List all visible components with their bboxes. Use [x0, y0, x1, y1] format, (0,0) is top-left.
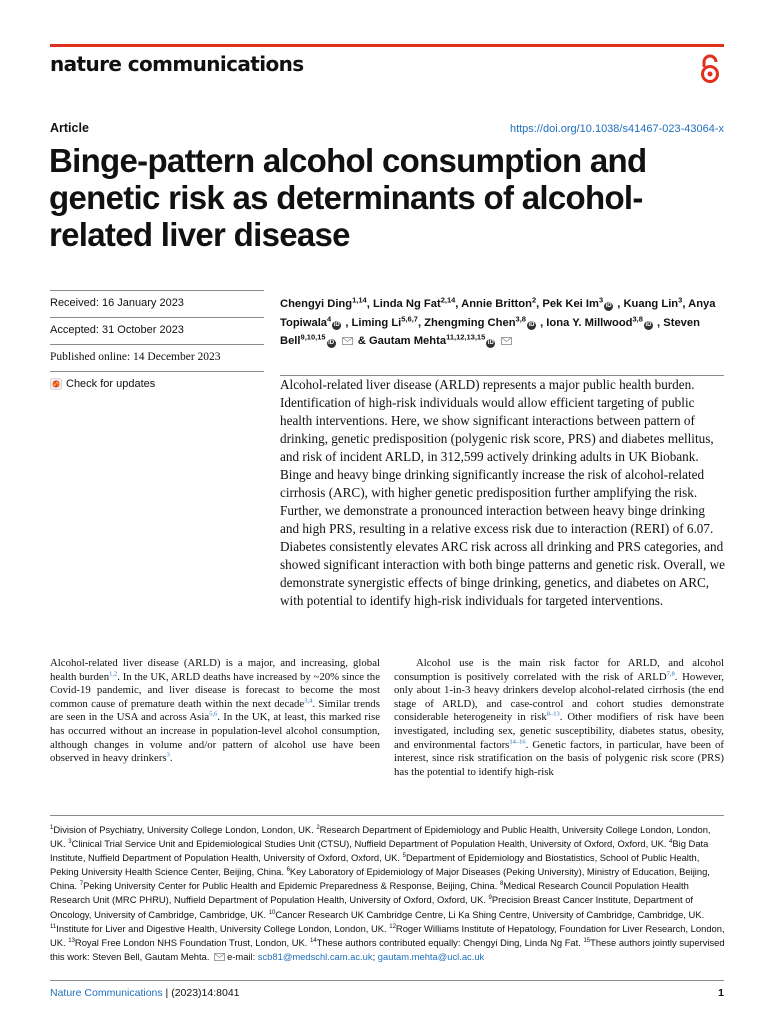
author-name[interactable]: Pek Kei Im [542, 298, 599, 310]
reference-link[interactable]: 5,6 [209, 710, 218, 718]
affiliation-number: 9 [488, 895, 492, 902]
email-link[interactable]: scb81@medschl.cam.ac.uk [257, 950, 373, 962]
affiliation-number: 2 [316, 824, 320, 831]
affiliation-text: These authors jointly supervised this work: Steven Bell, Gautam Mehta. [50, 936, 725, 962]
author-list: Chengyi Ding$^{1,14}$, Linda Ng Fat$^{2,14}$, Annie Britton$^2$, Pek Kei Im$^3$iD , Kuang Lin$^3$, Anya Topiwala$^4$iD , Liming Li$^{5,6,7}$, Zhengming Chen$^{3,8}$iD , Iona Y. Millwood$^{3,8}$iD , Steven Bell$^{9,10,15}$iD & Gautam Mehta$^{11,12,13,15}$iD [280, 295, 716, 347]
body-text: . [169, 752, 173, 765]
author-affiliation-marker: 3,8 [515, 313, 526, 323]
abstract: Alcohol-related liver disease (ARLD) represents a major public health burden. Identification of high-risk individuals would allow efficient targeting of public health interventions. Here, we show significant interactions between pattern of drinking, genetic predisposition (polygenic risk score, PRS) and diabetes mellitus, and risk of incident ARLD, in 312,599 actively drinking adults in UK Biobank. Binge and heavy binge drinking significantly increase the risk of alcohol-related cirrhosis (ARC), with higher genetic predisposition further amplifying the risk. Further, we demonstrate a pronounced interaction between heavy binge drinking and high PRS, resulting in a relative excess risk due to interaction (RERI) of 6.07. Diabetes consistently elevates ARC risk across all drinking and PRS categories, and showed significant interaction with both binge patterns and genetic risk. Overall, we demonstrate synergistic effects of binge drinking, genetics, and diabetes on ARC, with potential to identify high-risk individuals for targeted interventions. [280, 377, 725, 608]
author-affiliation-marker: 11,12,13,15 [446, 332, 486, 342]
article-type-label: Article [50, 121, 89, 135]
affiliation-number: 4 [669, 838, 673, 845]
author-name[interactable]: Kuang Lin [623, 298, 679, 310]
author-affiliation-marker: 9,10,15 [300, 332, 326, 342]
reference-link[interactable]: 1,2 [109, 670, 118, 677]
author-affiliation-marker: 1,14 [352, 295, 367, 305]
check-for-updates-button[interactable] [50, 372, 264, 394]
author-name[interactable]: Anya Topiwala [280, 298, 716, 329]
orcid-icon[interactable]: iD [528, 321, 535, 328]
author-name[interactable]: Gautam Mehta [368, 335, 447, 347]
published-date: Published online: 14 December 2023 [50, 351, 221, 363]
affiliation-number: 14 [309, 937, 317, 944]
orcid-icon[interactable]: iD [605, 303, 612, 309]
body-text: Alcohol-related liver disease (ARLD) is a major, and increasing, global health burden [50, 657, 380, 683]
body-text: Alcohol use is the main risk factor for ARLD, and alcohol consumption is positively correlated with the risk of ARLD [394, 657, 724, 683]
open-access-icon[interactable] [697, 54, 723, 84]
divider [50, 980, 724, 981]
affiliation-number: 15 [583, 937, 591, 944]
author-affiliation-marker: 2 [531, 295, 537, 305]
author-name[interactable]: Steven Bell [280, 316, 700, 347]
body-text: . In the UK, at least, this marked rise has occurred without an increase in population-level alcohol consumption, although changes in volume and/or pattern of alcohol use have been observed in heavy drinkers [50, 711, 380, 765]
affiliation-text: Royal Free London NHS Foundation Trust, London, UK. [74, 936, 310, 948]
email-icon [214, 953, 225, 961]
received-date: Received: 16 January 2023 [50, 297, 184, 309]
orcid-icon[interactable]: iD [645, 321, 652, 328]
footer-citation [50, 987, 240, 999]
body-text: . Similar trends are seen in the USA and across Asia [50, 697, 380, 724]
accepted-date: Accepted: 31 October 2023 [50, 324, 184, 336]
author-affiliation-marker: 3,8 [632, 313, 643, 323]
reference-link[interactable]: 3,4 [304, 697, 313, 705]
body-text: . However, only about 1-in-3 heavy drinkers develop alcohol-related cirrhosis (the end stage of ARLD), and case-control and cohort studies demonstrate considerable heterogeneity in risk [394, 670, 724, 724]
affiliation-number: 5 [402, 853, 406, 860]
email-link[interactable]: gautam.mehta@ucl.ac.uk [377, 950, 485, 962]
reference-link[interactable]: 7,8 [666, 670, 675, 677]
footer-journal-link[interactable]: Nature Communications [50, 987, 163, 999]
affiliation-text: Research Department of Epidemiology and Public Health, University College London, London, UK. [50, 824, 711, 850]
divider [50, 815, 724, 816]
author-affiliation-marker: 4 [327, 313, 332, 323]
author-affiliation-marker: 3 [598, 295, 604, 305]
body-text: . In the UK, ARLD deaths have increased by ~20% since the Covid-19 pandemic, and liver disease is forecast to become the most common cause of premature death within the next decade [50, 670, 381, 710]
affiliation-number: 10 [268, 909, 276, 916]
author-affiliation-marker: 3 [678, 295, 683, 305]
author-affiliation-marker: 5,6,7 [401, 313, 418, 323]
affiliation-number: 13 [68, 937, 75, 944]
affiliation-number: 8 [499, 881, 504, 888]
doi-link[interactable]: https://doi.org/10.1038/s41467-023-43064-x [509, 123, 724, 135]
orcid-icon[interactable]: iD [328, 340, 335, 346]
mail-icon[interactable] [501, 337, 512, 345]
affiliation-number: 12 [389, 923, 396, 930]
affiliation-number: 3 [68, 838, 72, 845]
author-name[interactable]: Chengyi Ding [280, 298, 353, 310]
author-affiliation-marker: 2,14 [440, 295, 456, 305]
orcid-icon[interactable]: iD [487, 340, 494, 346]
affiliation-text: Cancer Research UK Cambridge Centre, Li Ka Shing Centre, University of Cambridge, Cambridge, UK. [275, 908, 705, 920]
body-text: . Other modifiers of risk have been investigated, including sex, genetic susceptibility, diabetes status, obesity, and environmental factors [394, 711, 724, 751]
body-column-right [394, 657, 724, 779]
check-updates-label: Check for updates [66, 378, 156, 390]
body-column-left [50, 657, 380, 766]
reference-link[interactable]: 3 [166, 751, 170, 759]
affiliation-number: 11 [50, 923, 57, 930]
journal-name: nature communications [50, 52, 304, 76]
affiliation-text: Institute for Liver and Digestive Health, University College London, London, UK. [56, 922, 390, 934]
affiliation-text: Medical Research Council Population Health Research Unit (MRC PHRU), Nuffield Department of Population Health, University of Oxford, Oxford, UK. [50, 880, 689, 906]
author-name[interactable]: Annie Britton [461, 298, 532, 310]
page-number: 1 [718, 987, 724, 999]
article-title: Binge-pattern alcohol consumption and genetic risk as determinants of alcohol-related liver disease [49, 142, 647, 253]
email-label: e-mail: [227, 950, 258, 962]
reference-link[interactable]: 8–13 [546, 710, 560, 718]
check-updates-icon [50, 378, 62, 390]
article-history [50, 290, 264, 394]
affiliation-text: Big Data Institute, Nuffield Department of Population Health, University of Oxford, Oxford, UK. [50, 838, 709, 864]
affiliation-text: Peking University Center for Public Health and Epidemic Preparedness & Response, Beijing, China. [83, 880, 500, 892]
footer-volume: | (2023)14:8041 [162, 987, 240, 999]
affiliation-number: 1 [50, 824, 54, 831]
affiliation-number: 7 [79, 881, 84, 888]
affiliation-text: Key Laboratory of Epidemiology of Major Diseases (Peking University), Ministry of Education, Beijing, China. [50, 866, 710, 892]
orcid-icon[interactable]: iD [333, 321, 340, 328]
reference-link[interactable]: 14–16 [509, 737, 526, 745]
affiliation-text: Clinical Trial Service Unit and Epidemiological Studies Unit (CTSU), Nuffield Department of Population Health, University of Oxford, Oxford, UK. [71, 838, 670, 850]
affiliation-text: Department of Epidemiology and Biostatistics, School of Public Health, Peking University Health Science Center, Beijing, China. [50, 852, 700, 878]
author-name[interactable]: Iona Y. Millwood [546, 316, 633, 329]
affiliations [50, 823, 726, 964]
affiliation-text: Roger Williams Institute of Hepatology, Foundation for Liver Research, London, UK. [50, 922, 725, 948]
affiliation-text: Precision Breast Cancer Institute, Department of Oncology, University of Cambridge, Cambridge, UK. [50, 894, 694, 920]
affiliation-number: 6 [286, 867, 290, 874]
author-name[interactable]: Linda Ng Fat [372, 298, 441, 310]
body-text: . Genetic factors, in particular, have been of interest, since risk stratification on the basis of polygenic risk score (PRS) has the potential to identify high-risk [394, 738, 724, 778]
email-separator: ; [372, 950, 378, 962]
affiliation-text: These authors contributed equally: Chengyi Ding, Linda Ng Fat. [316, 936, 584, 948]
author-name[interactable]: Zhengming Chen [424, 316, 516, 329]
header-accent-bar [50, 44, 724, 47]
affiliation-text: Division of Psychiatry, University College London, London, UK. [53, 824, 317, 835]
mail-icon[interactable] [342, 337, 353, 345]
author-name[interactable]: Liming Li [351, 316, 402, 329]
